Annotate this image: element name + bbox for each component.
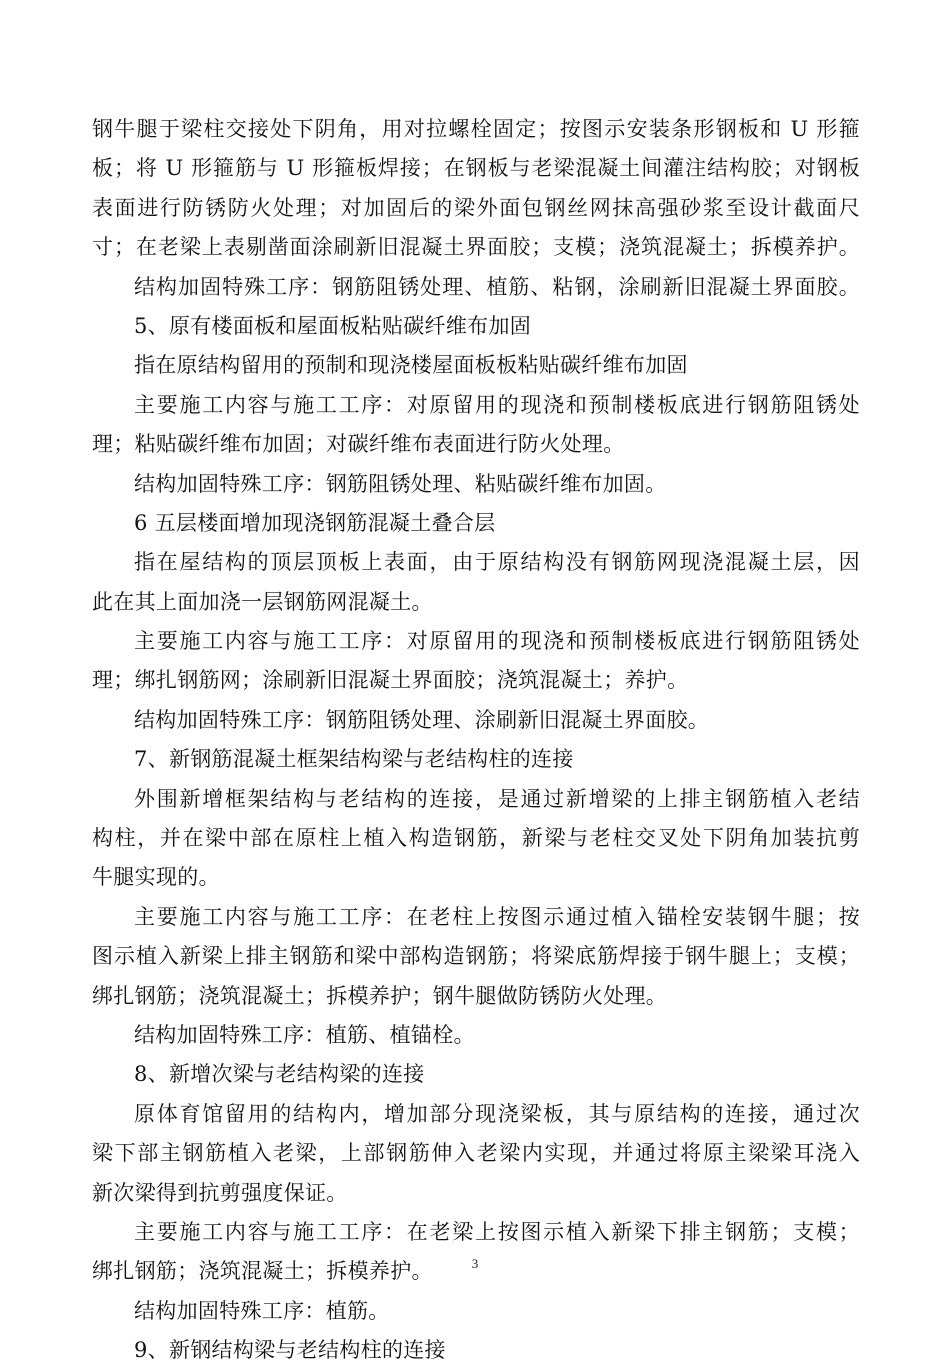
text-line: 结构加固特殊工序：钢筋阻锈处理、植筋、粘钢，涂刷新旧混凝土界面胶。	[134, 274, 860, 299]
text-line: 指在原结构留用的预制和现浇楼屋面板板粘贴碳纤维布加固	[134, 353, 688, 378]
text-line: 结构加固特殊工序：植筋、植锚栓。	[134, 1022, 475, 1047]
text-line: 9、新钢结构梁与老结构柱的连接	[134, 1338, 446, 1363]
text-line: 绑扎钢筋；浇筑混凝土；拆模养护；钢牛腿做防锈防火处理。	[92, 983, 668, 1008]
text-line: 图示植入新梁上排主钢筋和梁中部构造钢筋；将梁底筋焊接于钢牛腿上；支模；	[92, 944, 860, 969]
text-line: 主要施工内容与施工工序：在老梁上按图示植入新梁下排主钢筋；支模；	[134, 1219, 860, 1244]
text-line: 外围新增框架结构与老结构的连接，是通过新增梁的上排主钢筋植入老结	[134, 786, 860, 811]
text-line: 寸；在老梁上表剔凿面涂刷新旧混凝土界面胶；支模；浇筑混凝土；拆模养护。	[92, 235, 860, 260]
text-line: 牛腿实现的。	[92, 865, 220, 890]
text-line: 表面进行防锈防火处理；对加固后的梁外面包钢丝网抹高强砂浆至设计截面尺	[92, 195, 860, 220]
text-line: 主要施工内容与施工工序：在老柱上按图示通过植入锚栓安装钢牛腿；按	[134, 904, 860, 929]
text-line: 结构加固特殊工序：钢筋阻锈处理、粘贴碳纤维布加固。	[134, 471, 667, 496]
page-number: 3	[471, 1256, 479, 1271]
text-line: 此在其上面加浇一层钢筋网混凝土。	[92, 589, 433, 614]
text-line: 8、新增次梁与老结构梁的连接	[134, 1062, 425, 1087]
text-line: 指在屋结构的顶层顶板上表面，由于原结构没有钢筋网现浇混凝土层，因	[134, 550, 860, 575]
text-line: 结构加固特殊工序：植筋。	[134, 1298, 390, 1323]
text-line: 梁下部主钢筋植入老梁，上部钢筋伸入老梁内实现，并通过将原主梁梁耳浇入	[92, 1141, 860, 1166]
document-body	[92, 110, 860, 1371]
text-line: 构柱，并在梁中部在原柱上植入构造钢筋，新梁与老柱交叉处下阴角加装抗剪	[92, 826, 860, 851]
text-line: 绑扎钢筋；浇筑混凝土；拆模养护。	[92, 1259, 433, 1284]
text-line: 理；绑扎钢筋网；涂刷新旧混凝土界面胶；浇筑混凝土；养护。	[92, 668, 689, 693]
text-line: 新次梁得到抗剪强度保证。	[92, 1180, 348, 1205]
text-line: 主要施工内容与施工工序：对原留用的现浇和预制楼板底进行钢筋阻锈处	[134, 392, 860, 417]
text-line: 钢牛腿于梁柱交接处下阴角，用对拉螺栓固定；按图示安装条形钢板和 U 形箍	[92, 117, 860, 141]
text-line: 板；将 U 形箍筋与 U 形箍板焊接；在钢板与老梁混凝土间灌注结构胶；对钢板	[92, 156, 860, 181]
text-line: 原体育馆留用的结构内，增加部分现浇梁板，其与原结构的连接，通过次	[134, 1101, 860, 1126]
text-line: 6 五层楼面增加现浇钢筋混凝土叠合层	[134, 510, 496, 535]
text-line: 主要施工内容与施工工序：对原留用的现浇和预制楼板底进行钢筋阻锈处	[134, 629, 860, 654]
text-line: 7、新钢筋混凝土框架结构梁与老结构柱的连接	[134, 747, 574, 772]
text-line: 5、原有楼面板和屋面板粘贴碳纤维布加固	[134, 313, 532, 338]
text-line: 理；粘贴碳纤维布加固；对碳纤维布表面进行防火处理。	[92, 432, 625, 457]
text-line: 结构加固特殊工序：钢筋阻锈处理、涂刷新旧混凝土界面胶。	[134, 707, 710, 732]
